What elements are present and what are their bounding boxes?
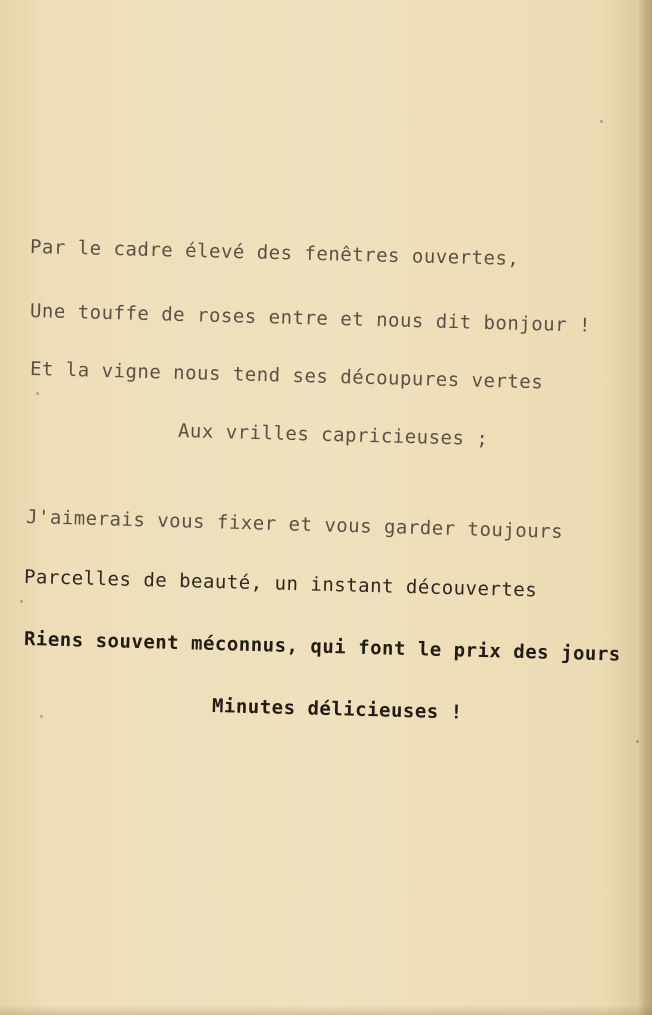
paper-speck [36, 392, 39, 395]
poem-line-1: Par le cadre élevé des fenêtres ouvertes, [29, 236, 520, 270]
poem-line-8: Minutes délicieuses ! [211, 695, 463, 724]
poem-line-4: Aux vrilles capricieuses ; [177, 420, 489, 451]
poem-line-5: J'aimerais vous fixer et vous garder toujours [25, 506, 564, 543]
page-edge-bottom [0, 1005, 652, 1015]
paper-speck [40, 715, 43, 718]
show-through-title [160, 138, 430, 164]
poem-line-7: Riens souvent méconnus, qui font le prix des jours [23, 628, 622, 666]
paper-speck [600, 120, 603, 123]
poem-line-3: Et la vigne nous tend ses découpures vertes [29, 358, 544, 394]
poem-line-6: Parcelles de beauté, un instant découvertes [23, 566, 538, 602]
page-edge-right [638, 0, 652, 1015]
paper-speck [20, 600, 23, 603]
poem-line-2: Une touffe de roses entre et nous dit bonjour ! [29, 300, 592, 337]
